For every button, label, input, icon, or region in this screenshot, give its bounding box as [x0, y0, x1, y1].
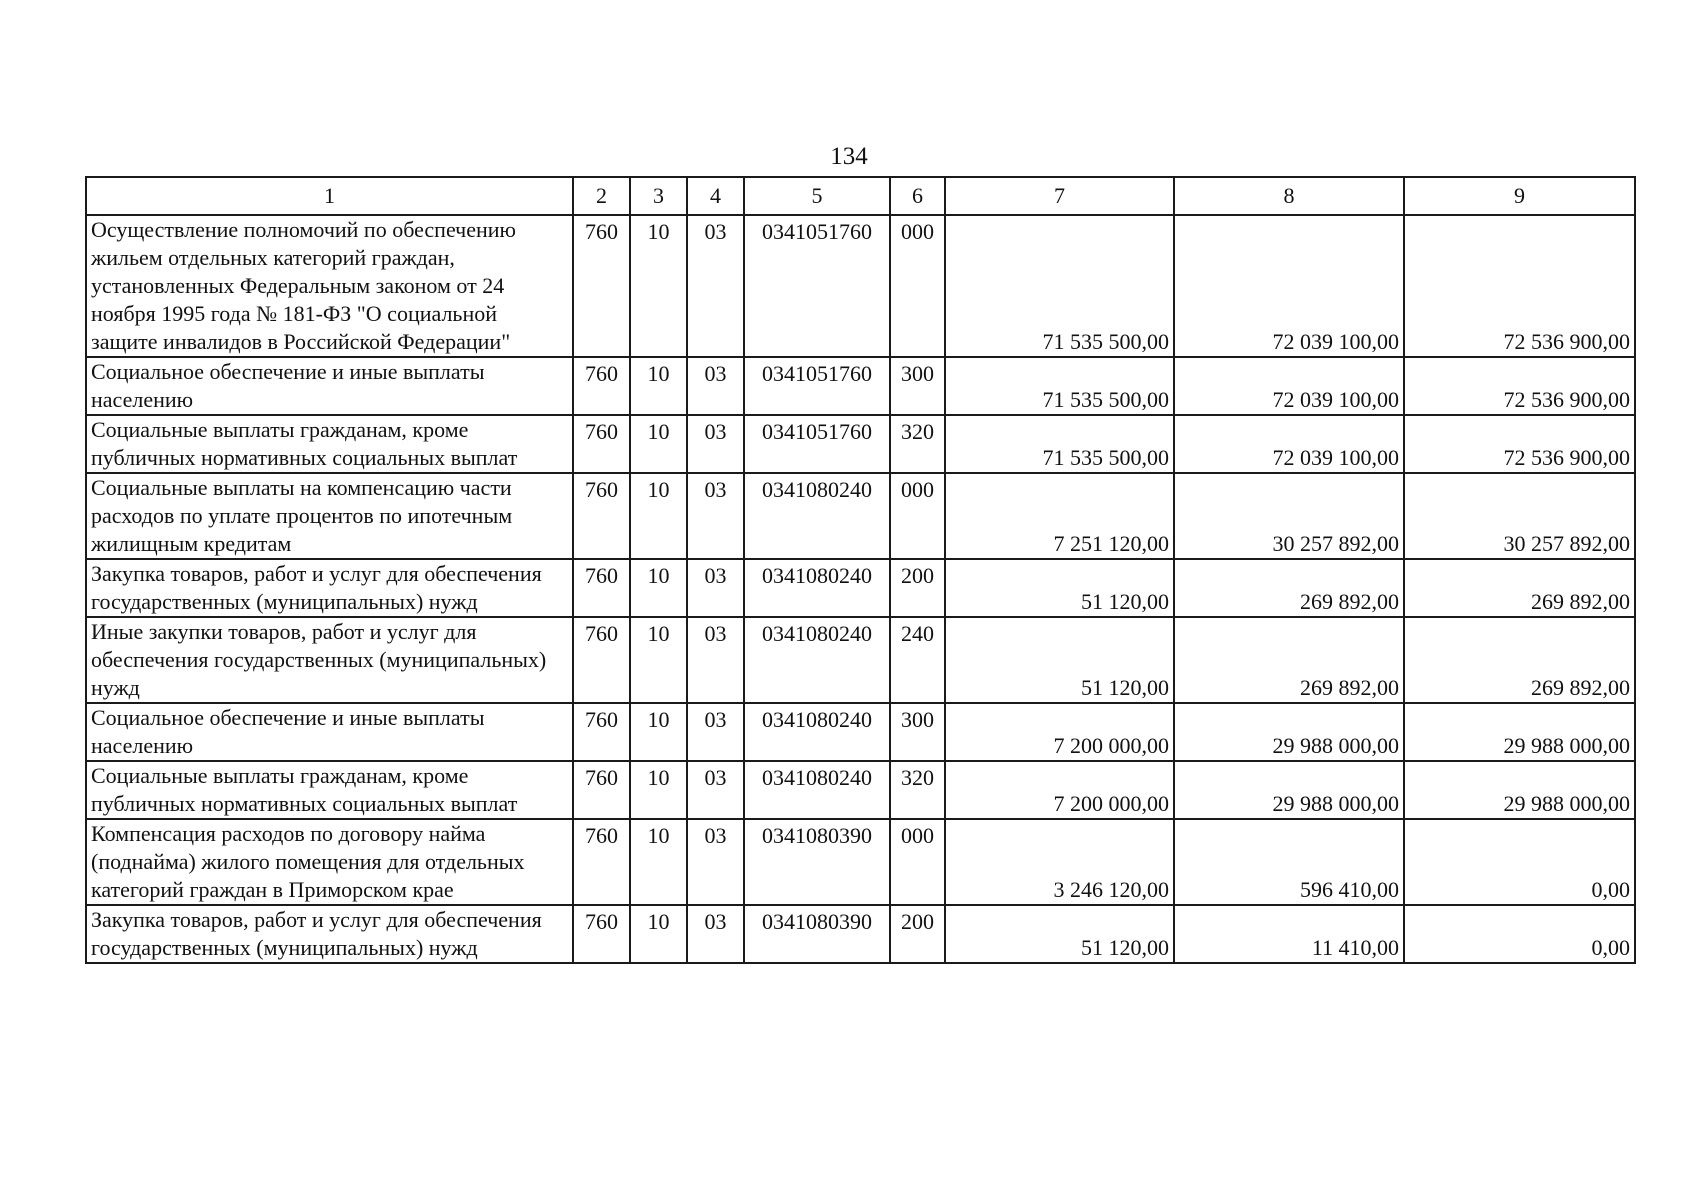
- cell-section: 10: [630, 617, 687, 703]
- cell-amount-9: 29 988 000,00: [1404, 761, 1635, 819]
- table-row: [86, 703, 1635, 761]
- cell-subsection: 03: [687, 819, 744, 905]
- cell-expense-type: 320: [890, 761, 945, 819]
- cell-subsection: 03: [687, 905, 744, 963]
- cell-ministry-code: 760: [573, 761, 630, 819]
- cell-amount-9: 269 892,00: [1404, 559, 1635, 617]
- cell-subsection: 03: [687, 415, 744, 473]
- cell-amount-7: 71 535 500,00: [945, 215, 1174, 357]
- cell-amount-7: 71 535 500,00: [945, 415, 1174, 473]
- cell-subsection: 03: [687, 473, 744, 559]
- cell-expense-type: 000: [890, 473, 945, 559]
- cell-target-article: 0341051760: [744, 215, 890, 357]
- cell-ministry-code: 760: [573, 819, 630, 905]
- cell-ministry-code: 760: [573, 215, 630, 357]
- cell-section: 10: [630, 819, 687, 905]
- table-row: [86, 905, 1635, 963]
- cell-amount-7: 51 120,00: [945, 905, 1174, 963]
- cell-amount-7: 7 251 120,00: [945, 473, 1174, 559]
- column-header: 4: [687, 177, 744, 215]
- cell-subsection: 03: [687, 703, 744, 761]
- cell-section: 10: [630, 559, 687, 617]
- cell-ministry-code: 760: [573, 357, 630, 415]
- column-header: 9: [1404, 177, 1635, 215]
- cell-amount-9: 72 536 900,00: [1404, 415, 1635, 473]
- cell-amount-8: 72 039 100,00: [1174, 415, 1404, 473]
- cell-amount-7: 51 120,00: [945, 559, 1174, 617]
- column-header: 2: [573, 177, 630, 215]
- cell-amount-8: 30 257 892,00: [1174, 473, 1404, 559]
- row-name: Осуществление полномочий по обеспечению жильем отдельных категорий граждан, установленных Федеральным законом от 24 ноября 1995 года № 181-ФЗ "О социальной защите инвалидов в Российской Федерации": [86, 215, 573, 357]
- cell-amount-8: 269 892,00: [1174, 559, 1404, 617]
- cell-amount-9: 72 536 900,00: [1404, 357, 1635, 415]
- cell-section: 10: [630, 357, 687, 415]
- cell-target-article: 0341080390: [744, 819, 890, 905]
- cell-amount-8: 596 410,00: [1174, 819, 1404, 905]
- cell-amount-8: 11 410,00: [1174, 905, 1404, 963]
- cell-amount-8: 269 892,00: [1174, 617, 1404, 703]
- cell-amount-8: 29 988 000,00: [1174, 703, 1404, 761]
- cell-amount-9: 29 988 000,00: [1404, 703, 1635, 761]
- cell-subsection: 03: [687, 761, 744, 819]
- table-row: [86, 761, 1635, 819]
- cell-amount-7: 3 246 120,00: [945, 819, 1174, 905]
- cell-amount-8: 72 039 100,00: [1174, 357, 1404, 415]
- row-name: Социальное обеспечение и иные выплаты населению: [86, 703, 573, 761]
- cell-amount-8: 29 988 000,00: [1174, 761, 1404, 819]
- cell-ministry-code: 760: [573, 415, 630, 473]
- page-number: 134: [830, 143, 868, 170]
- cell-amount-9: 0,00: [1404, 819, 1635, 905]
- cell-subsection: 03: [687, 357, 744, 415]
- cell-amount-9: 0,00: [1404, 905, 1635, 963]
- cell-target-article: 0341080240: [744, 559, 890, 617]
- cell-section: 10: [630, 473, 687, 559]
- row-name: Иные закупки товаров, работ и услуг для обеспечения государственных (муниципальных) нужд: [86, 617, 573, 703]
- cell-target-article: 0341051760: [744, 357, 890, 415]
- row-name: Закупка товаров, работ и услуг для обеспечения государственных (муниципальных) нужд: [86, 559, 573, 617]
- row-name: Социальные выплаты гражданам, кроме публичных нормативных социальных выплат: [86, 415, 573, 473]
- cell-expense-type: 200: [890, 559, 945, 617]
- cell-target-article: 0341080240: [744, 617, 890, 703]
- cell-expense-type: 000: [890, 819, 945, 905]
- cell-subsection: 03: [687, 617, 744, 703]
- cell-amount-7: 71 535 500,00: [945, 357, 1174, 415]
- table-row: [86, 473, 1635, 559]
- cell-amount-9: 269 892,00: [1404, 617, 1635, 703]
- cell-target-article: 0341080240: [744, 703, 890, 761]
- cell-amount-7: 7 200 000,00: [945, 761, 1174, 819]
- column-header: 8: [1174, 177, 1404, 215]
- cell-expense-type: 300: [890, 703, 945, 761]
- cell-amount-9: 30 257 892,00: [1404, 473, 1635, 559]
- column-header: 7: [945, 177, 1174, 215]
- header-row: [86, 177, 1635, 215]
- cell-ministry-code: 760: [573, 559, 630, 617]
- budget-table: [85, 176, 1636, 964]
- cell-amount-9: 72 536 900,00: [1404, 215, 1635, 357]
- cell-section: 10: [630, 215, 687, 357]
- table-row: [86, 819, 1635, 905]
- column-header: 5: [744, 177, 890, 215]
- cell-expense-type: 300: [890, 357, 945, 415]
- row-name: Социальные выплаты на компенсацию части расходов по уплате процентов по ипотечным жилищным кредитам: [86, 473, 573, 559]
- cell-ministry-code: 760: [573, 905, 630, 963]
- row-name: Закупка товаров, работ и услуг для обеспечения государственных (муниципальных) нужд: [86, 905, 573, 963]
- cell-target-article: 0341080240: [744, 473, 890, 559]
- cell-subsection: 03: [687, 559, 744, 617]
- cell-subsection: 03: [687, 215, 744, 357]
- cell-expense-type: 000: [890, 215, 945, 357]
- cell-amount-8: 72 039 100,00: [1174, 215, 1404, 357]
- cell-target-article: 0341051760: [744, 415, 890, 473]
- row-name: Компенсация расходов по договору найма (поднайма) жилого помещения для отдельных категорий граждан в Приморском крае: [86, 819, 573, 905]
- column-header: 1: [86, 177, 573, 215]
- cell-target-article: 0341080390: [744, 905, 890, 963]
- cell-ministry-code: 760: [573, 703, 630, 761]
- column-header: 6: [890, 177, 945, 215]
- cell-expense-type: 240: [890, 617, 945, 703]
- cell-section: 10: [630, 905, 687, 963]
- table-row: [86, 215, 1635, 357]
- column-header: 3: [630, 177, 687, 215]
- cell-section: 10: [630, 703, 687, 761]
- row-name: Социальные выплаты гражданам, кроме публичных нормативных социальных выплат: [86, 761, 573, 819]
- cell-section: 10: [630, 761, 687, 819]
- table-row: [86, 357, 1635, 415]
- cell-ministry-code: 760: [573, 617, 630, 703]
- cell-expense-type: 200: [890, 905, 945, 963]
- cell-section: 10: [630, 415, 687, 473]
- cell-amount-7: 7 200 000,00: [945, 703, 1174, 761]
- cell-expense-type: 320: [890, 415, 945, 473]
- table-row: [86, 415, 1635, 473]
- cell-amount-7: 51 120,00: [945, 617, 1174, 703]
- cell-ministry-code: 760: [573, 473, 630, 559]
- table-row: [86, 559, 1635, 617]
- row-name: Социальное обеспечение и иные выплаты населению: [86, 357, 573, 415]
- cell-target-article: 0341080240: [744, 761, 890, 819]
- table-row: [86, 617, 1635, 703]
